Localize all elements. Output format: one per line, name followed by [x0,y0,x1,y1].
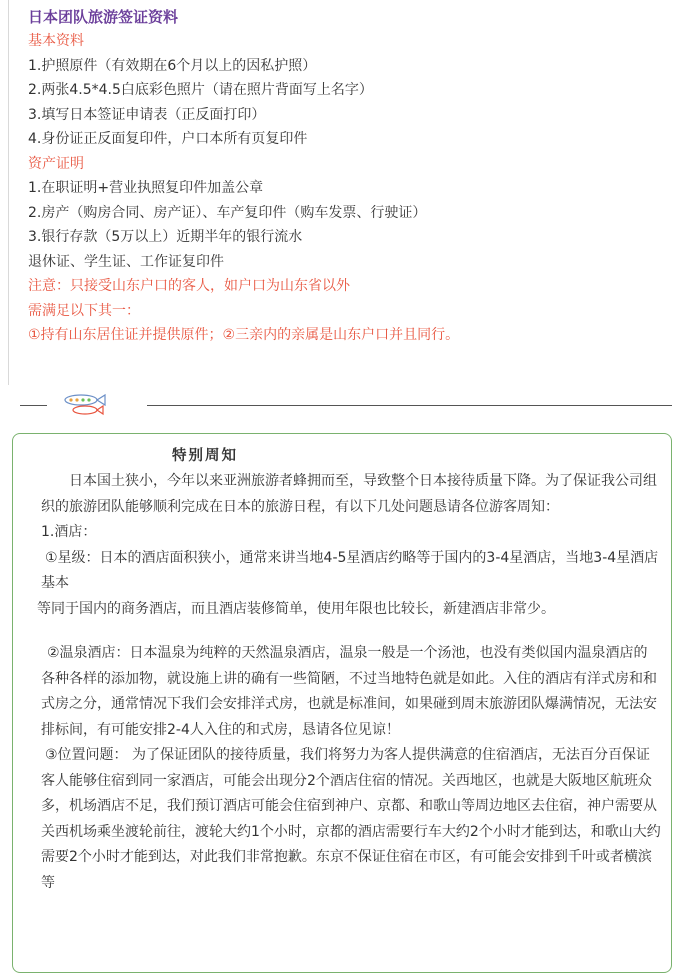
basic-item: 3.填写日本签证申请表（正反面打印） [28,106,266,123]
basic-item: 4.身份证正反面复印件，户口本所有页复印件 [28,131,308,147]
note-line: ①持有山东居住证并提供原件；②三亲内的亲属是山东户口并且同行。 [28,327,460,343]
asset-item: 2.房产（购房合同、房产证）、车产复印件（购车发票、行驶证） [28,204,427,221]
basic-item: 1.护照原件（有效期在6个月以上的因私护照） [28,57,317,74]
notice-paragraph: 等同于国内的商务酒店，而且酒店装修简单，使用年限也比较长，新建酒店非常少。 [37,600,555,617]
notice-paragraph: 日本国土狭小，今年以来亚洲旅游者蜂拥而至，导致整个日本接待质量下降。为了保证我公司组织的旅游团队能够顺利完成在日本的旅游日程，有以下几处问题恳请各位游客周知： [41,473,657,515]
notice-paragraph: 1.酒店： [41,524,97,540]
divider-line-left [20,405,47,406]
notice-content [37,443,661,896]
visa-materials-section [28,5,678,348]
section-heading-basic: 基本资料 [28,33,84,49]
asset-item: 3.银行存款（5万以上）近期半年的银行流水 [28,229,303,245]
notice-paragraph: ③位置问题： 为了保证团队的接待质量，我们将努力为客人提供满意的住宿酒店，无法百分百保证客人能够住宿到同一家酒店，可能会出现分2个酒店住宿的情况。关西地区，也就是大阪地区航班众多，机场酒店不足，我们预订酒店可能会住宿到神户、京都、和歌山等周边地区去住宿，神户需要从关西机场乘坐渡轮前往，渡轮大约1个小时，京都的酒店需要行车大约2个小时才能到达，和歌山大约需要2个小时才能到达，对此我们非常抱歉。东京不保证住宿在市区，有可能会安排到千叶或者横滨等 [41,747,661,891]
notice-title: 特别周知 [172,448,238,464]
page-title: 日本团队旅游签证资料 [28,8,179,26]
basic-item: 2.两张4.5*4.5白底彩色照片（请在照片背面写上名字） [28,82,373,98]
asset-item: 1.在职证明+营业执照复印件加盖公章 [28,180,264,196]
note-line: 需满足以下其一： [28,302,140,319]
section-heading-assets: 资产证明 [28,155,84,172]
divider-line-right [147,405,672,406]
left-border-line [8,0,9,385]
asset-item: 退休证、学生证、工作证复印件 [28,253,224,270]
fish-icon [57,392,119,416]
note-line: 注意：只接受山东户口的客人，如户口为山东省以外 [28,278,350,294]
section-divider [20,392,672,416]
notice-paragraph: ①星级：日本的酒店面积狭小，通常来讲当地4-5星酒店约略等于国内的3-4星酒店，当地3-4星酒店基本 [41,549,659,591]
notice-paragraph: ②温泉酒店：日本温泉为纯粹的天然温泉酒店，温泉一般是一个汤池，也没有类似国内温泉酒店的各种各样的添加物，就设施上讲的确有一些简陋，不过当地特色就是如此。入住的酒店有洋式房和和式房之分，通常情况下我们会安排洋式房，也就是标准间，如果碰到周末旅游团队爆满情况，无法安排标间，有可能安排2-4人入住的和式房，恳请各位见谅！ [41,645,657,738]
